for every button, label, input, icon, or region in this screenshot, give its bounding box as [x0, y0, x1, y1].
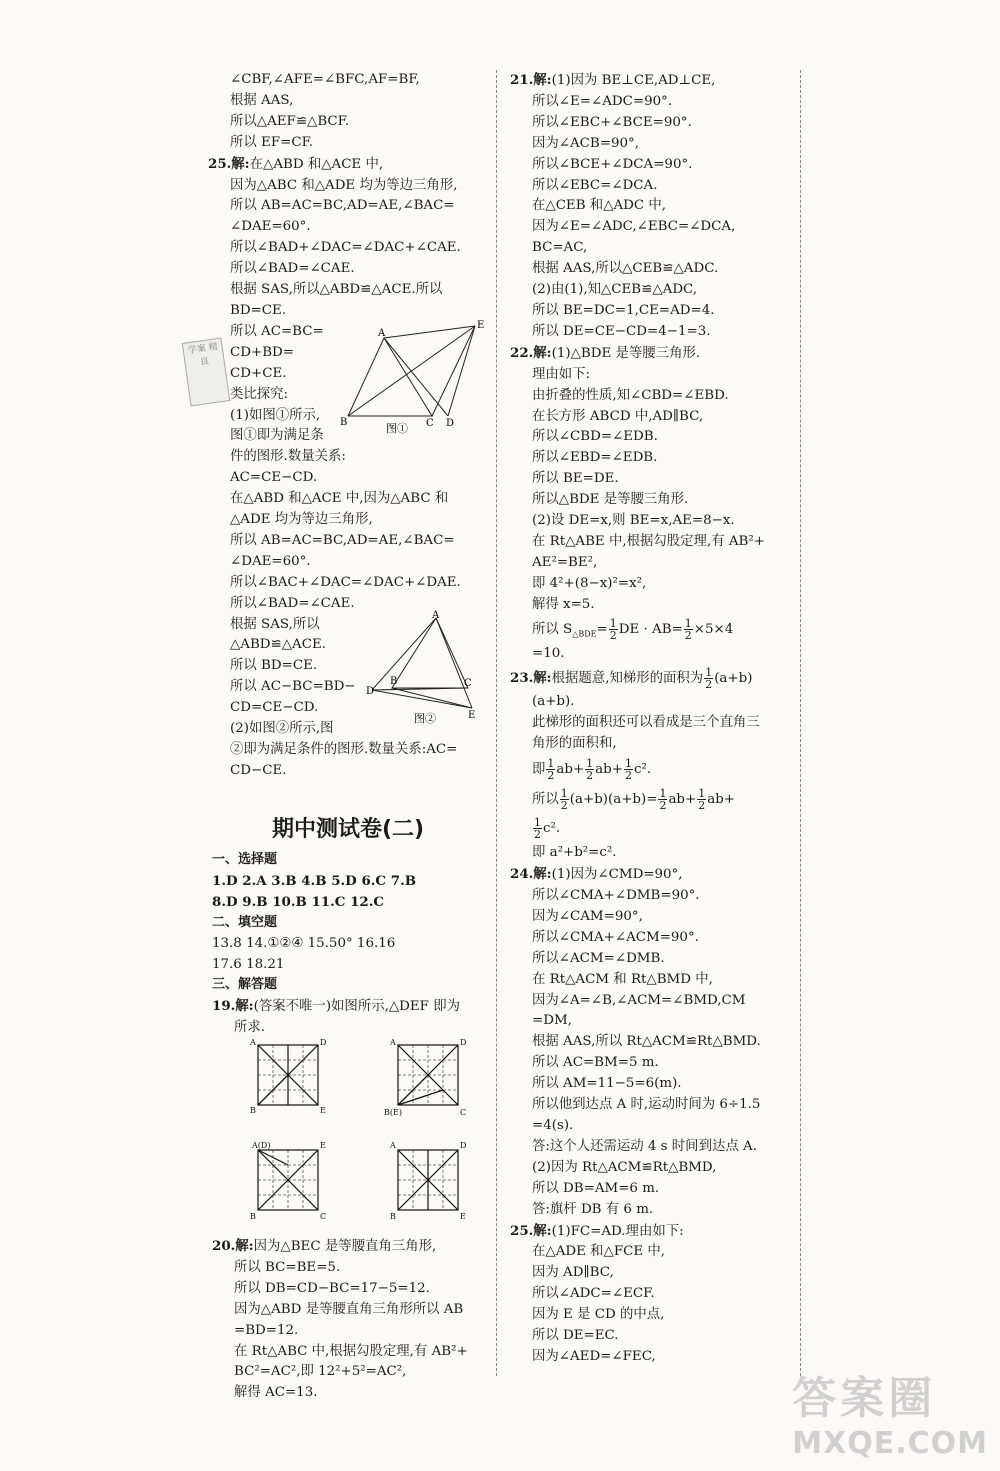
text-line: ②即为满足条件的图形.数量关系:AC= [230, 742, 458, 757]
text-line: 答:旗杆 DB 有 6 m. [532, 1201, 654, 1217]
text-line: 所以 BC=BE=5. [234, 1259, 341, 1275]
text-line: 所以∠CMA+∠ACM=90°. [532, 929, 699, 945]
text-line: 因为∠A=∠B,∠ACM=∠BMD,CM [532, 992, 746, 1008]
svg-text:C: C [460, 1108, 467, 1117]
text-line: 所以∠ADC=∠ECF. [532, 1286, 655, 1302]
text-line: 所以∠BAD=∠CAE. [230, 261, 355, 277]
text-line: 理由如下: [532, 366, 591, 382]
choice-answers-2: 8.D 9.B 10.B 11.C 12.C [212, 893, 385, 910]
text-line: 所以∠ACM=∠DMB. [532, 950, 665, 966]
text-line: 所以∠CMA+∠DMB=90°. [532, 888, 700, 903]
text-line: 此梯形的面积还可以看成是三个直角三 [532, 715, 760, 731]
svg-text:B: B [250, 1106, 256, 1115]
label-e: E [468, 710, 476, 721]
text-line: =BD=12. [234, 1322, 299, 1338]
text-line: 根据 AAS, [230, 92, 294, 108]
text-line: 因为 AD∥BC, [532, 1265, 614, 1281]
text-line: 根据 AAS,所以△CEB≌△ADC. [532, 261, 719, 277]
text-line: 所以 AM=11−5=6(m). [532, 1076, 682, 1092]
svg-text:D: D [460, 1141, 467, 1150]
question-22-head: 22.解:(1)△BDE 是等腰三角形. [510, 344, 701, 361]
text-line: BC²=AC²,即 12²+5²=AC², [234, 1364, 407, 1380]
text-line: 所以∠BAC+∠DAC=∠DAC+∠DAE. [230, 574, 461, 590]
svg-text:B(E): B(E) [384, 1108, 402, 1117]
text-line: 所以 EF=CF. [230, 134, 314, 150]
text-line: 所以 DE=CE−CD=4−1=3. [532, 323, 711, 339]
svg-text:C: C [320, 1212, 327, 1221]
svg-text:A: A [390, 1038, 396, 1047]
text-line: 所以 DB=CD−BC=17−5=12. [234, 1280, 430, 1296]
part-fill-heading: 二、填空题 [212, 914, 278, 930]
svg-text:E: E [320, 1106, 326, 1115]
text-line: 所以∠CBD=∠EDB. [532, 429, 658, 445]
section-title: 期中测试卷(二) [271, 817, 425, 842]
text-line: 即 a²+b²=c². [532, 845, 617, 861]
text-line: ∠CBF,∠AFE=∠BFC,AF=BF, [230, 72, 420, 87]
equation-formula: 所以 $\frac{1}{2}$ (a+b)(a+b)= $\frac{1}{2}$ ab+ $\frac{1}{2}$ ab+ [532, 787, 736, 813]
text-line: 所以 AC=BC= [230, 323, 324, 339]
text-line: (a+b). [532, 694, 575, 710]
text-line: 因为△ABC 和△ADE 均为等边三角形, [230, 177, 458, 193]
question-21-head: 21.解:(1)因为 BE⊥CE,AD⊥CE, [510, 72, 716, 88]
text-line: (2)由(1),知△CEB≌△ADC, [532, 282, 698, 298]
text-line: 在 Rt△ABE 中,根据勾股定理,有 AB²+ [532, 533, 765, 549]
column-divider [496, 70, 497, 1376]
svg-text:B: B [250, 1212, 256, 1221]
sum-formula: 即 $\frac{1}{2}$ ab+ $\frac{1}{2}$ ab+ $\frac{1}{2}$ c². [532, 757, 652, 783]
text-line: ∠DAE=60°. [230, 553, 311, 569]
text-line: AC=CE−CD. [230, 470, 318, 486]
figure-2-caption: 图② [414, 712, 436, 725]
section-body [212, 850, 492, 1039]
text-line: 角形的面积和, [532, 736, 617, 752]
text-line: 因为∠E=∠ADC,∠EBC=∠DCA, [532, 219, 736, 235]
text-line: 所以 AC−BC=BD− [230, 679, 356, 695]
question-24-head: 24.解:(1)因为∠CMD=90°, [510, 866, 683, 883]
watermark-url: MXQE.COM [792, 1426, 988, 1461]
svg-text:D: D [460, 1038, 467, 1047]
question-25-head: 25.解:在△ABD 和△ACE 中, [208, 155, 384, 172]
text-line: 所以∠EBC+∠BCE=90°. [532, 114, 692, 130]
text-line: △ABD≌△ACE. [230, 637, 327, 653]
text-line: 所以 BD=CE. [230, 658, 318, 674]
figure-1-caption: 图① [386, 422, 408, 435]
equation-tail: $\frac{1}{2}$ c². [534, 816, 561, 842]
text-line: 根据 SAS,所以 [230, 616, 320, 632]
question-20 [212, 1236, 492, 1404]
text-line: BD=CE. [230, 302, 287, 318]
text-line: 所求. [234, 1020, 266, 1036]
text-line: 所以∠BAD=∠CAE. [230, 595, 355, 611]
text-line: 所以∠E=∠ADC=90°. [532, 93, 673, 109]
label-c: C [464, 678, 472, 689]
text-line: =DM, [532, 1013, 572, 1029]
text-line: 类比探究: [230, 386, 289, 402]
svg-text:A: A [250, 1038, 256, 1047]
right-margin-line [800, 70, 801, 1376]
label-a: A [378, 328, 386, 339]
part-choice-heading: 一、选择题 [212, 852, 278, 867]
text-line: 在△ADE 和△FCE 中, [532, 1244, 666, 1260]
text-line: 根据 SAS,所以△ABD≌△ACE.所以 [230, 282, 443, 298]
text-line: △ADE 均为等边三角形, [230, 512, 373, 528]
text-line: 因为△ABD 是等腰直角三角形所以 AB [234, 1301, 464, 1317]
label-e: E [477, 320, 485, 331]
text-line: 即 4²+(8−x)²=x², [532, 575, 647, 591]
text-line: 所以 DB=AM=6 m. [532, 1180, 660, 1196]
text-line: 所以∠EBC=∠DCA. [532, 177, 658, 193]
area-formula: 所以 $S_{\triangle BDE}=$ $\frac{1}{2}$ DE · AB= $\frac{1}{2}$ ×5×4 [532, 616, 734, 642]
part-answer-heading: 三、解答题 [212, 977, 278, 993]
fill-answers-1: 13.8 14.①②④ 15.50° 16.16 [212, 935, 396, 951]
text-line: 图①即为满足条 [230, 428, 324, 444]
svg-text:A: A [390, 1141, 396, 1150]
text-line: =4(s). [532, 1117, 574, 1133]
label-b: B [390, 676, 398, 687]
text-line: 根据 AAS,所以 Rt△ACM≌Rt△BMD. [532, 1034, 761, 1050]
text-line: CD=CE−CD. [230, 700, 319, 716]
text-line: 在 Rt△ACM 和 Rt△BMD 中, [532, 971, 713, 987]
text-line: 所以∠BAD+∠DAC=∠DAC+∠CAE. [230, 240, 461, 256]
text-line: 所以他到达点 A 时,运动时间为 6÷1.5 [532, 1097, 761, 1113]
text-line: 在 Rt△ABC 中,根据勾股定理,有 AB²+ [234, 1343, 468, 1359]
text-line: =10. [532, 645, 565, 661]
svg-text:A(D): A(D) [252, 1141, 271, 1150]
text-line: 因为∠CAM=90°, [532, 908, 643, 924]
svg-text:E: E [320, 1141, 326, 1150]
label-c: C [426, 418, 434, 429]
text-line: AE²=BE², [532, 554, 598, 570]
text-line: CD−CE. [230, 762, 287, 778]
text-line: 件的图形.数量关系: [230, 449, 346, 465]
text-line: BC=AC, [532, 240, 588, 256]
text-line: 所以△AEF≌△BCF. [230, 113, 350, 129]
text-line: 所以 BE=DC=1,CE=AD=4. [532, 302, 715, 318]
text-line: 所以 AC=BM=5 m. [532, 1055, 659, 1071]
text-line: 所以∠EBD=∠EDB. [532, 450, 658, 466]
text-line: 在△CEB 和△ADC 中, [532, 198, 667, 214]
text-line: 所以△BDE 是等腰三角形. [532, 492, 689, 508]
watermark [792, 1362, 988, 1461]
label-b: B [340, 417, 348, 428]
text-line: 因为 E 是 CD 的中点, [532, 1307, 665, 1323]
fill-answers-2: 17.6 18.21 [212, 956, 285, 972]
question-20-head: 20.解:因为△BEC 是等腰直角三角形, [212, 1238, 437, 1254]
text-line: 解得 x=5. [532, 596, 595, 612]
question-23-head: 23.解:根据题意,知梯形的面积为 $\frac{1}{2}$ (a+b) [510, 666, 753, 692]
text-line: 由折叠的性质,知∠CBD=∠EBD. [532, 387, 729, 403]
text-line: (2)如图②所示,图 [230, 721, 334, 737]
svg-text:B: B [390, 1212, 396, 1221]
text-line: (2)因为 Rt△ACM≌Rt△BMD, [532, 1159, 717, 1175]
question-25-head: 25.解:(1)FC=AD.理由如下: [510, 1222, 684, 1239]
stamp-mark: 学案 精良 [182, 338, 231, 407]
watermark-logo: 答案圈 [792, 1373, 937, 1424]
text-line: 答:这个人还需运动 4 s 时间到达点 A. [532, 1138, 757, 1154]
text-line: CD+BD= [230, 344, 294, 360]
figure-2 [368, 610, 488, 730]
text-line: 因为∠ACB=90°, [532, 135, 639, 151]
choice-answers-1: 1.D 2.A 3.B 4.B 5.D 6.C 7.B [212, 872, 417, 889]
text-line: 在长方形 ABCD 中,AD∥BC, [532, 408, 704, 424]
figure-19-grids [238, 1035, 488, 1235]
text-line: 所以 BE=DE. [532, 471, 619, 487]
question-19-head: 19.解:(答案不唯一)如图所示,△DEF 即为 [212, 998, 460, 1015]
figure-1 [340, 320, 490, 440]
text-line: 所以 AB=AC=BC,AD=AE,∠BAC= [230, 532, 455, 548]
right-column [510, 70, 800, 1368]
label-d: D [366, 686, 375, 697]
label-d: D [446, 418, 455, 429]
text-line: 所以∠BCE+∠DCA=90°. [532, 156, 693, 172]
label-a: A [432, 610, 440, 621]
text-line: ∠DAE=60°. [230, 219, 311, 235]
text-line: (2)设 DE=x,则 BE=x,AE=8−x. [532, 513, 735, 529]
text-line: 所以 AB=AC=BC,AD=AE,∠BAC= [230, 198, 455, 214]
svg-text:E: E [460, 1212, 466, 1221]
text-line: CD+CE. [230, 365, 287, 381]
text-line: (1)如图①所示, [230, 407, 321, 423]
svg-text:D: D [320, 1038, 327, 1047]
text-line: 所以 DE=EC. [532, 1328, 619, 1344]
text-line: 在△ABD 和△ACE 中,因为△ABC 和 [230, 491, 449, 507]
text-line: 因为∠AED=∠FEC, [532, 1348, 656, 1364]
text-line: 解得 AC=13. [234, 1385, 318, 1401]
